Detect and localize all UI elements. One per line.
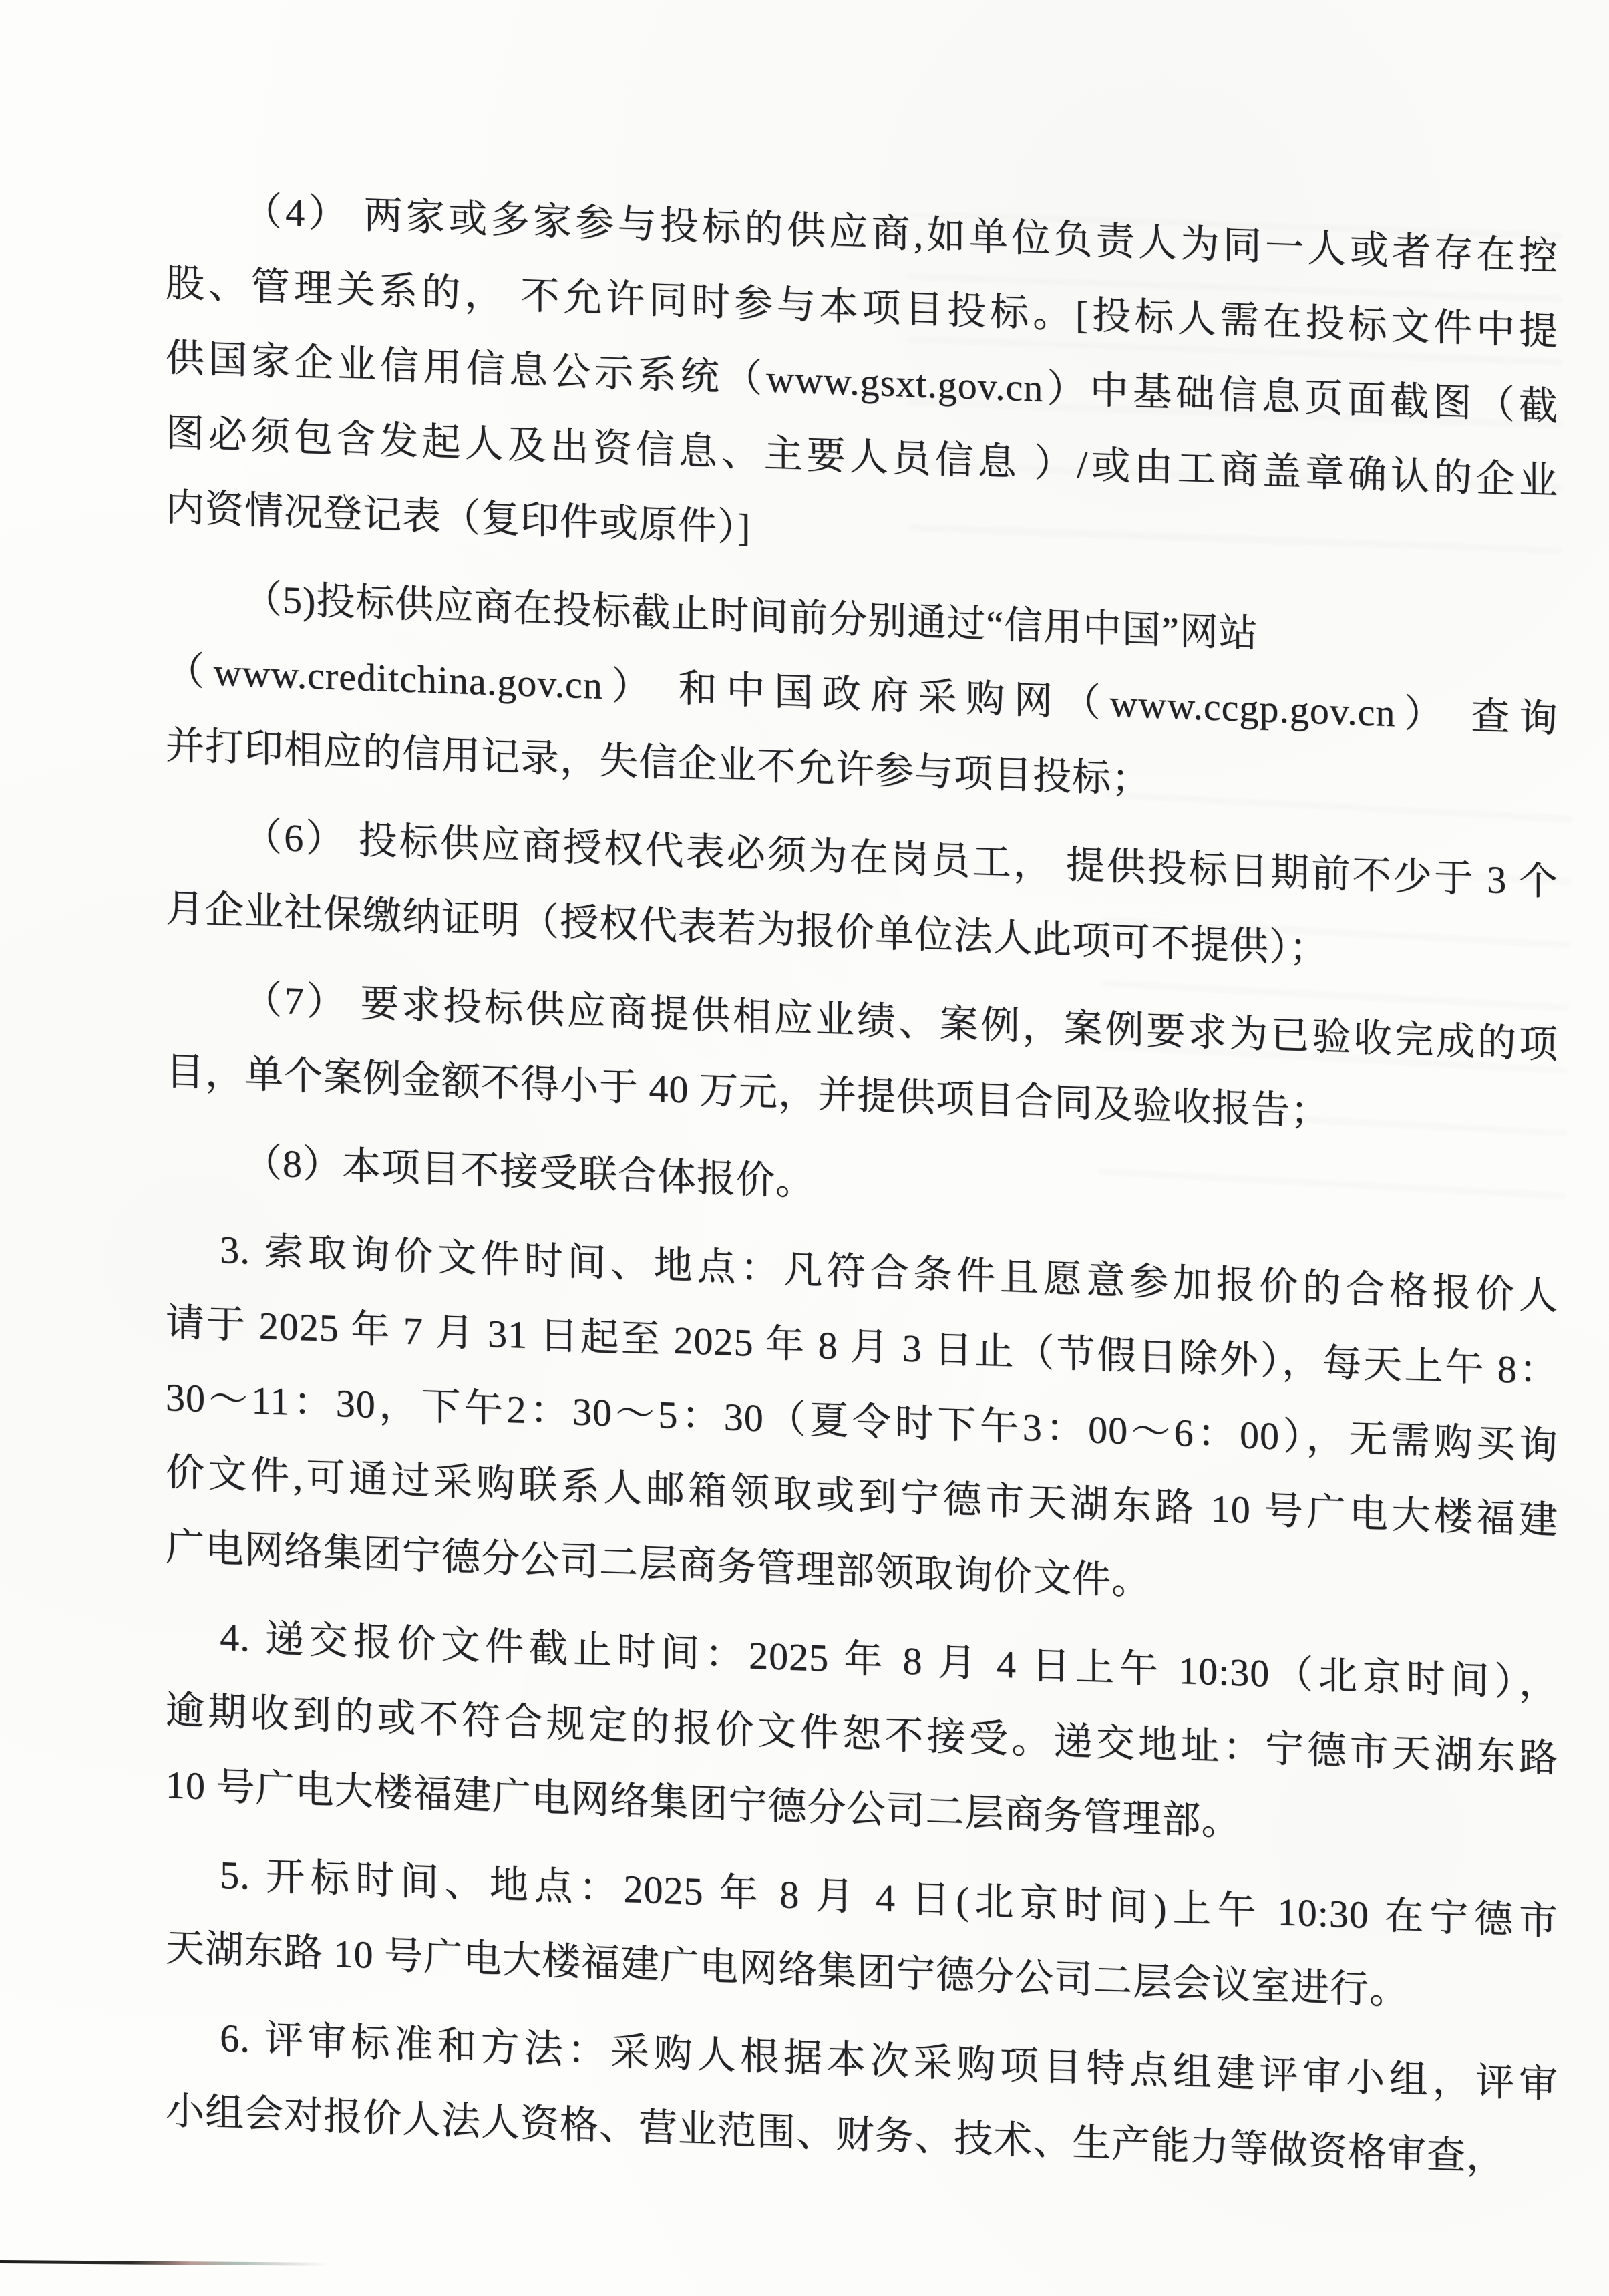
text-line: （5)投标供应商在投标截止时间前分别通过“信用中国”网站 (243, 577, 1258, 656)
text-line: 供国家企业信用信息公示系统（www.gsxt.gov.cn）中基础信息页面截图（截 (166, 336, 1558, 428)
paragraph (166, 796, 1558, 995)
paragraph (166, 558, 1558, 832)
text-line: 月企业社保缴纳证明（授权代表若为报价单位法人此项可不提供）； (166, 886, 1329, 971)
text-line: 5. 开标时间、地点：2025 年 8 月 4 日(北京时间)上午 10:30 在宁德市 (220, 1852, 1558, 1943)
text-line: 股、管理关系的， 不允许同时参与本项目投标。[投标人需在投标文件中提 (166, 261, 1558, 353)
text-line: 3. 索取询价文件时间、地点：凡符合条件且愿意参加报价的合格报价人 (220, 1227, 1558, 1318)
paragraph (166, 1598, 1558, 1871)
scan-artifact-line (0, 2260, 329, 2266)
text-line: 小组会对报价人法人资格、营业范围、财务、技术、生产能力等做资格审查， (166, 2089, 1506, 2180)
text-line: 内资情况登记表（复印件或原件）] (166, 486, 751, 550)
paragraph (166, 1836, 1558, 2034)
text-line: 30～11：30，下午2：30～5：30（夏令时下午3：00～6：00），无需购买询 (166, 1375, 1558, 1468)
text-line: 价文件,可通过采购联系人邮箱领取或到宁德市天湖东路 10 号广电大楼福建 (166, 1450, 1558, 1542)
paragraph (166, 959, 1558, 1158)
text-line: 请于 2025 年 7 月 31 日起至 2025 年 8 月 3 日止（节假日除外），每天上午 8： (166, 1301, 1558, 1393)
text-line: 6. 评审标准和方法：采购人根据本次采购项目特点组建评审小组，评审 (220, 2015, 1558, 2106)
text-line: 天湖东路 10 号广电大楼福建广电网络集团宁德分公司二层会议室进行。 (166, 1926, 1409, 2013)
paragraph (166, 1210, 1558, 1633)
text-line: （7） 要求投标供应商提供相应业绩、案例，案例要求为已验收完成的项 (243, 977, 1558, 1067)
text-line: （6） 投标供应商授权代表必须为在岗员工， 提供投标日期前不少于 3 个 (243, 814, 1558, 904)
text-line: 4. 递交报价文件截止时间：2025 年 8 月 4 日上午 10:30（北京时间）， (220, 1615, 1558, 1705)
text-line: 逾期收到的或不符合规定的报价文件恕不接受。递交地址：宁德市天湖东路 (166, 1688, 1558, 1780)
text-line: 目，单个案例金额不得小于 40 万元，并提供项目合同及验收报告； (166, 1049, 1330, 1134)
text-line: （8）本项目不接受联合体报价。 (243, 1140, 816, 1204)
text-line: 广电网络集团宁德分公司二层商务管理部领取询价文件。 (166, 1525, 1151, 1603)
paragraph (166, 1999, 1558, 2197)
text-line: （4） 两家或多家参与投标的供应商,如单位负责人为同一人或者存在控 (243, 189, 1558, 279)
text-line: 10 号广电大楼福建广电网络集团宁德分公司二层商务管理部。 (166, 1763, 1241, 1844)
paragraph (166, 171, 1558, 594)
text-line: （www.creditchina.gov.cn） 和中国政府采购网（www.ccgp.gov.cn） 查询 (166, 649, 1558, 741)
text-line: 并打印相应的信用记录，失信企业不允许参与项目投标； (166, 723, 1151, 802)
document-text (166, 171, 1558, 2197)
text-line: 图必须包含发起人及出资信息、主要人员信息 ）/或由工商盖章确认的企业 (166, 411, 1558, 503)
